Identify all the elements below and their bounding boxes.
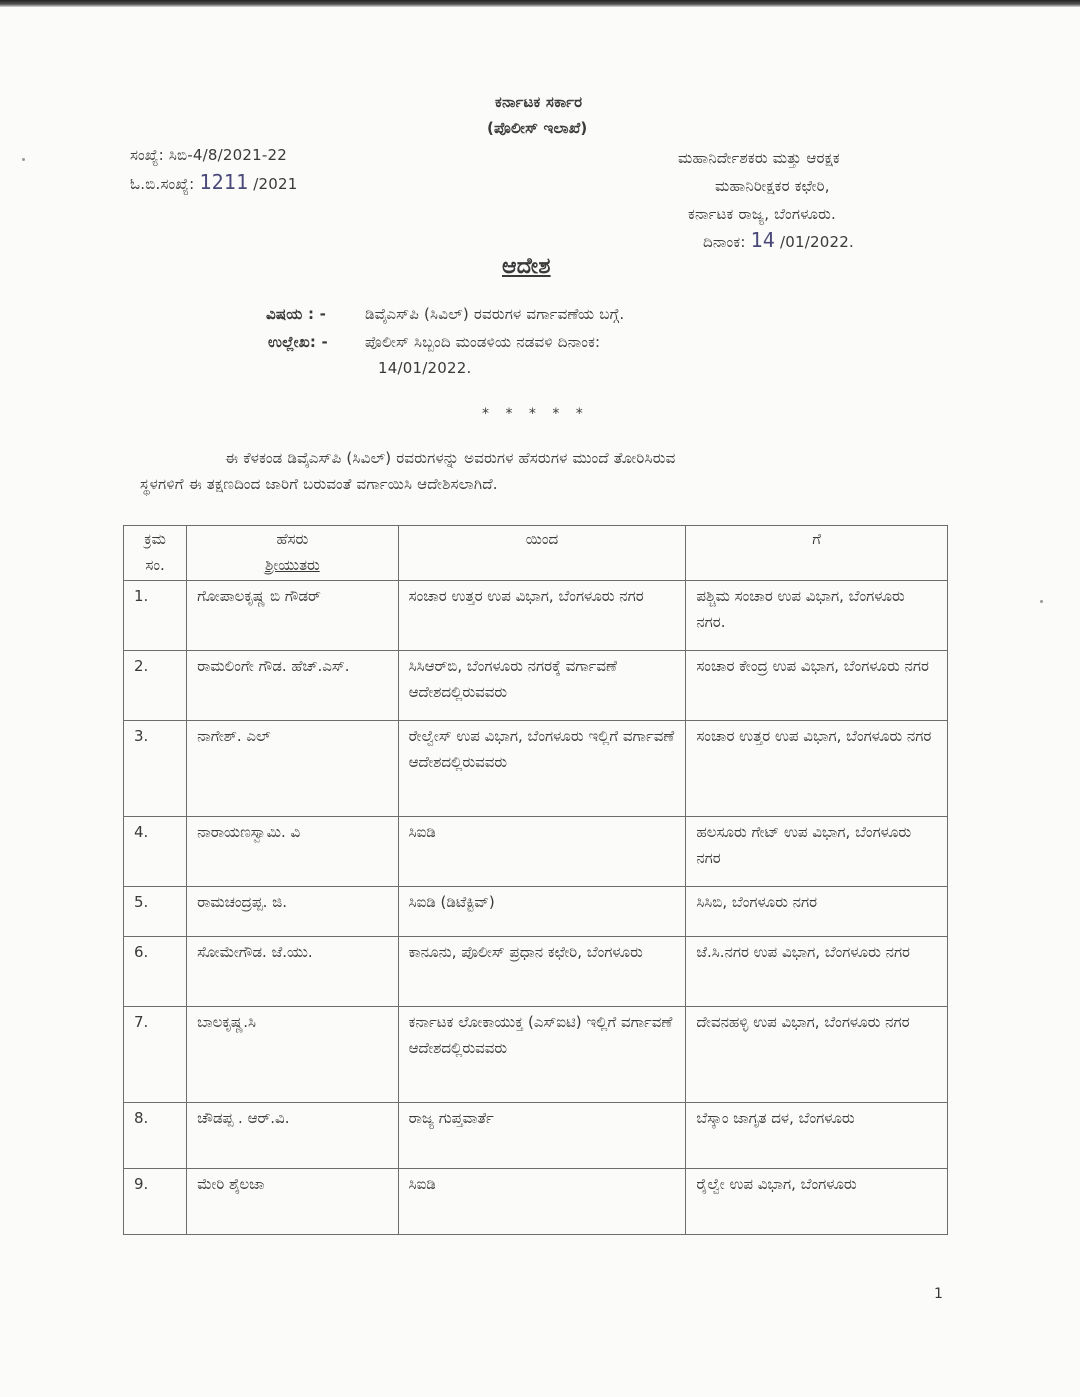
table-row bbox=[124, 1103, 948, 1169]
row-to: ಪಶ್ಚಿಮ ಸಂಚಾರ ಉಪ ವಿಭಾಗ, ಬೆಂಗಳೂರು ನಗರ. bbox=[686, 581, 948, 651]
row-name: ನಾಗೇಶ್. ಎಲ್ bbox=[187, 721, 399, 817]
reference-label: ಉಲ್ಲೇಖ: - bbox=[268, 333, 328, 351]
row-from: ಸಿಐಡಿ bbox=[398, 817, 686, 887]
header-name-line-2: ಶ್ರೀಯುತರು bbox=[265, 556, 320, 574]
header-serial bbox=[124, 526, 187, 581]
table-row bbox=[124, 1007, 948, 1103]
table-row bbox=[124, 817, 948, 887]
row-name: ಸೋಮೇಗೌಡ. ಜೆ.ಯು. bbox=[187, 937, 399, 1007]
scan-edge bbox=[0, 0, 1080, 7]
row-name: ನಾರಾಯಣಸ್ವಾಮಿ. ವಿ bbox=[187, 817, 399, 887]
ob-handwritten-number: 1211 bbox=[199, 170, 249, 194]
subject-label: ವಿಷಯ : - bbox=[266, 305, 327, 323]
office-line-1: ಮಹಾನಿರ್ದೇಶಕರು ಮತ್ತು ಆರಕ್ಷಕ bbox=[678, 149, 840, 167]
ob-number bbox=[130, 172, 298, 194]
ob-label: ಓ.ಬಿ.ಸಂಖ್ಯೆ: bbox=[130, 175, 195, 193]
row-to: ಜೆ.ಸಿ.ನಗರ ಉಪ ವಿಭಾಗ, ಬೆಂಗಳೂರು ನಗರ bbox=[686, 937, 948, 1007]
order-heading: ಆದೇಶ bbox=[502, 254, 551, 279]
table-row bbox=[124, 581, 948, 651]
office-line-3: ಕರ್ನಾಟಕ ರಾಜ್ಯ, ಬೆಂಗಳೂರು. bbox=[688, 205, 836, 223]
row-to: ದೇವನಹಳ್ಳಿ ಉಪ ವಿಭಾಗ, ಬೆಂಗಳೂರು ನಗರ bbox=[686, 1007, 948, 1103]
row-name: ರಾಮಚಂದ್ರಪ್ಪ. ಜಿ. bbox=[187, 887, 399, 937]
separator-stars: * * * * * bbox=[482, 406, 589, 422]
row-from: ಸಿಐಡಿ bbox=[398, 1169, 686, 1235]
row-from: ರೇಲ್ವೇಸ್ ಉಪ ವಿಭಾಗ, ಬೆಂಗಳೂರು ಇಲ್ಲಿಗೆ ವರ್ಗಾವಣೆ ಆದೇಶದಲ್ಲಿರುವವರು bbox=[398, 721, 686, 817]
row-to: ಸಿಸಿಬಿ, ಬೆಂಗಳೂರು ನಗರ bbox=[686, 887, 948, 937]
table-row bbox=[124, 651, 948, 721]
ob-year: /2021 bbox=[253, 175, 298, 193]
row-serial: 3. bbox=[124, 721, 187, 817]
header-name bbox=[187, 526, 399, 581]
subject-text: ಡಿವೈಎಸ್‌ಪಿ (ಸಿವಿಲ್) ರವರುಗಳ ವರ್ಗಾವಣೆಯ ಬಗ್ಗೆ. bbox=[365, 305, 625, 323]
header-serial-line-1: ಕ್ರಮ bbox=[144, 530, 166, 548]
department-name: (ಪೊಲೀಸ್ ಇಲಾಖೆ) bbox=[487, 119, 588, 137]
row-serial: 7. bbox=[124, 1007, 187, 1103]
row-name: ಬಾಲಕೃಷ್ಣ.ಸಿ bbox=[187, 1007, 399, 1103]
table-row bbox=[124, 887, 948, 937]
row-name: ಚೌಡಪ್ಪ . ಆರ್.ವಿ. bbox=[187, 1103, 399, 1169]
date-rest: /01/2022. bbox=[780, 233, 854, 251]
row-from: ರಾಜ್ಯ ಗುಪ್ತವಾರ್ತೆ bbox=[398, 1103, 686, 1169]
row-to: ಸಂಚಾರ ಉತ್ತರ ಉಪ ವಿಭಾಗ, ಬೆಂಗಳೂರು ನಗರ bbox=[686, 721, 948, 817]
header-from: ಯಿಂದ bbox=[398, 526, 686, 581]
header-to: ಗೆ bbox=[686, 526, 948, 581]
row-serial: 4. bbox=[124, 817, 187, 887]
row-serial: 9. bbox=[124, 1169, 187, 1235]
office-line-2: ಮಹಾನಿರೀಕ್ಷಕರ ಕಛೇರಿ, bbox=[715, 177, 830, 195]
date-handwritten-day: 14 bbox=[750, 228, 776, 252]
table-row bbox=[124, 1169, 948, 1235]
reference-text: ಪೊಲೀಸ್ ಸಿಬ್ಬಂದಿ ಮಂಡಳಿಯ ನಡವಳಿ ದಿನಾಂಕ: bbox=[365, 333, 601, 351]
government-title: ಕರ್ನಾಟಕ ಸರ್ಕಾರ bbox=[495, 93, 583, 111]
body-paragraph-line-2: ಸ್ಥಳಗಳಿಗೆ ಈ ತಕ್ಷಣದಿಂದ ಜಾರಿಗೆ ಬರುವಂತೆ ವರ್ಗಾಯಿಸಿ ಆದೇಶಿಸಲಾಗಿದೆ. bbox=[140, 475, 498, 493]
transfer-table bbox=[123, 525, 948, 1235]
table-row bbox=[124, 721, 948, 817]
date-label: ದಿನಾಂಕ: bbox=[703, 233, 746, 251]
scan-speck bbox=[22, 158, 25, 161]
row-serial: 8. bbox=[124, 1103, 187, 1169]
row-to: ರೈಲ್ವೇ ಉಪ ವಿಭಾಗ, ಬೆಂಗಳೂರು bbox=[686, 1169, 948, 1235]
order-date bbox=[703, 230, 854, 252]
row-serial: 6. bbox=[124, 937, 187, 1007]
reference-number: ಸಂಖ್ಯೆ: ಸಿಬಿ-4/8/2021-22 bbox=[130, 146, 287, 164]
header-name-line-1: ಹೆಸರು bbox=[276, 530, 309, 548]
row-serial: 2. bbox=[124, 651, 187, 721]
row-name: ರಾಮಲಿಂಗೇ ಗೌಡ. ಹೆಚ್.ಎಸ್. bbox=[187, 651, 399, 721]
scan-speck bbox=[1040, 600, 1043, 603]
row-serial: 5. bbox=[124, 887, 187, 937]
row-serial: 1. bbox=[124, 581, 187, 651]
reference-date: 14/01/2022. bbox=[378, 359, 472, 377]
table-row bbox=[124, 937, 948, 1007]
row-to: ಹಲಸೂರು ಗೇಟ್ ಉಪ ವಿಭಾಗ, ಬೆಂಗಳೂರು ನಗರ bbox=[686, 817, 948, 887]
row-to: ಸಂಚಾರ ಕೇಂದ್ರ ಉಪ ವಿಭಾಗ, ಬೆಂಗಳೂರು ನಗರ bbox=[686, 651, 948, 721]
row-to: ಬೆಸ್ಕಾಂ ಜಾಗೃತ ದಳ, ಬೆಂಗಳೂರು bbox=[686, 1103, 948, 1169]
table-header-row bbox=[124, 526, 948, 581]
row-name: ಮೇರಿ ಶೈಲಜಾ bbox=[187, 1169, 399, 1235]
row-name: ಗೋಪಾಲಕೃಷ್ಣ ಬಿ ಗೌಡರ್ bbox=[187, 581, 399, 651]
row-from: ಸಂಚಾರ ಉತ್ತರ ಉಪ ವಿಭಾಗ, ಬೆಂಗಳೂರು ನಗರ bbox=[398, 581, 686, 651]
row-from: ಸಿಸಿಆರ್‌ಬಿ, ಬೆಂಗಳೂರು ನಗರಕ್ಕೆ ವರ್ಗಾವಣೆ ಆದೇಶದಲ್ಲಿರುವವರು bbox=[398, 651, 686, 721]
header-serial-line-2: ಸಂ. bbox=[145, 556, 165, 574]
row-from: ಕರ್ನಾಟಕ ಲೋಕಾಯುಕ್ತ (ಎಸ್‌ಐಟಿ) ಇಲ್ಲಿಗೆ ವರ್ಗಾವಣೆ ಆದೇಶದಲ್ಲಿರುವವರು bbox=[398, 1007, 686, 1103]
body-paragraph-line-1: ಈ ಕೆಳಕಂಡ ಡಿವೈಎಸ್‌ಪಿ (ಸಿವಿಲ್) ರವರುಗಳನ್ನು ಅವರುಗಳ ಹೆಸರುಗಳ ಮುಂದೆ ತೋರಿಸಿರುವ bbox=[225, 449, 676, 467]
page-number: 1 bbox=[934, 1286, 944, 1302]
row-from: ಕಾನೂನು, ಪೊಲೀಸ್ ಪ್ರಧಾನ ಕಛೇರಿ, ಬೆಂಗಳೂರು bbox=[398, 937, 686, 1007]
row-from: ಸಿಐಡಿ (ಡಿಟೆಕ್ಟಿವ್) bbox=[398, 887, 686, 937]
